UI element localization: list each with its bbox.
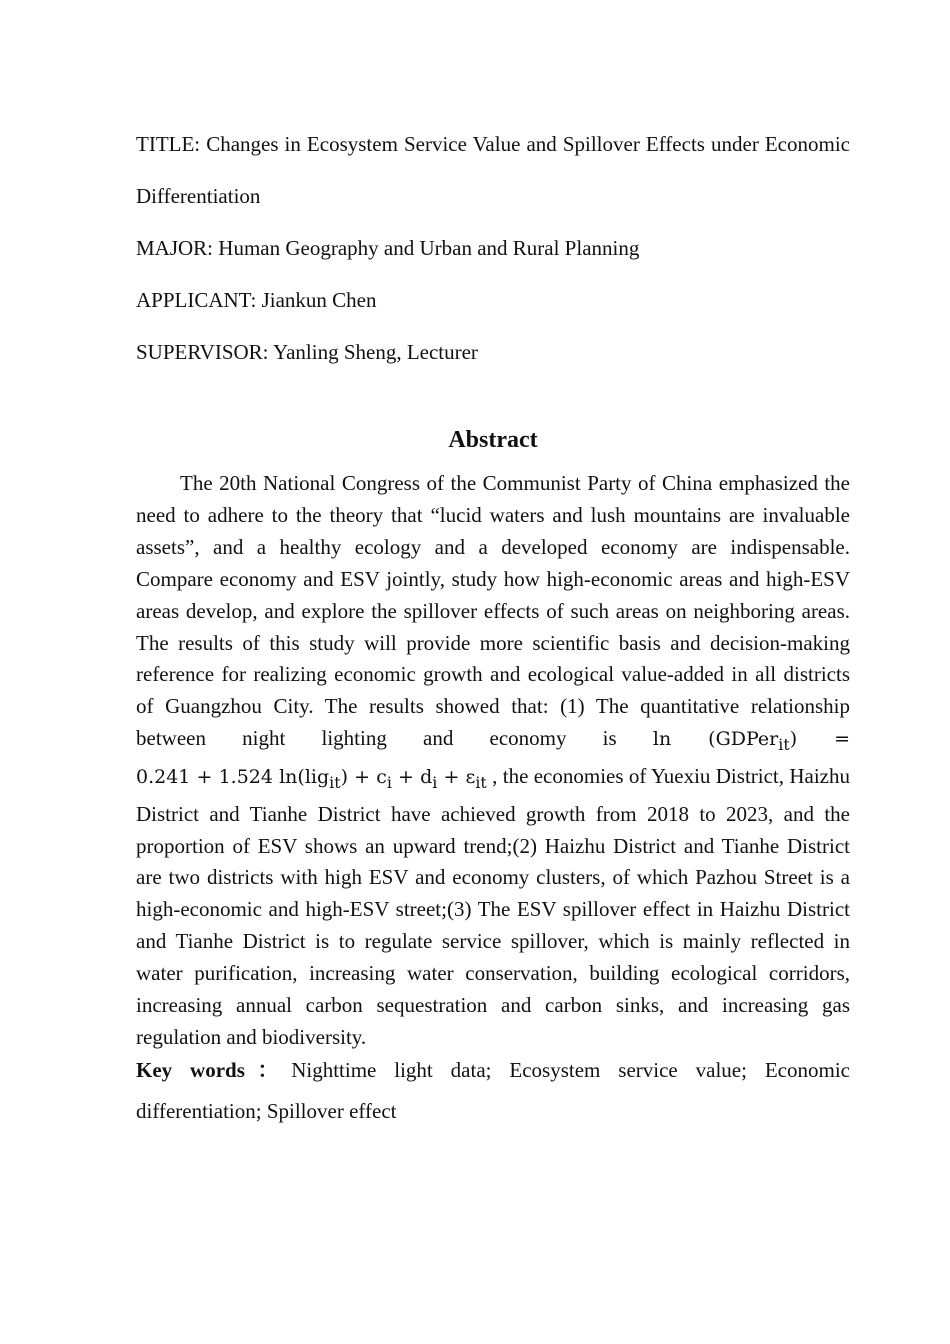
title-label: TITLE:: [136, 132, 201, 156]
thesis-supervisor: [136, 326, 850, 378]
thesis-title: [136, 118, 850, 222]
keywords-label: Key words：: [136, 1057, 292, 1082]
abstract-text-part1: The 20th National Congress of the Communist Party of China emphasized the need to adhere to the theory that “lucid waters and lush mountains are invaluable assets”, and a healthy ecology and a developed economy are indispensable. Compare economy and ESV jointly, study how high-economic areas and high-ESV areas develop, and explore the spillover effects of such areas on neighboring areas. The results of this study will provide more scientific basis and decision-making reference for realizing economic growth and ecological value-added in all districts of Guangzhou City. The results showed that: (1) The quantitative relationship between night lighting and economy is: [136, 471, 850, 751]
keywords-text: Nighttime light data; Ecosystem service value; Economic differentiation; Spillover effect: [136, 1057, 850, 1123]
supervisor-label: SUPERVISOR:: [136, 340, 269, 364]
applicant-label: APPLICANT:: [136, 288, 257, 312]
applicant-text: Jiankun Chen: [261, 288, 377, 312]
thesis-applicant: [136, 274, 850, 326]
regression-formula: ln (GDPer$_{it}$) =: [652, 728, 851, 755]
supervisor-text: Yanling Sheng, Lecturer: [273, 340, 478, 364]
regression-formula-cont: 0.241 + 1.524 $\ln(lig_{it}) + c_i + d_i + \varepsilon_{it}$: [136, 765, 487, 792]
abstract-paragraph: [136, 468, 850, 1054]
keywords: [136, 1050, 850, 1132]
abstract-heading: Abstract: [448, 427, 538, 453]
abstract-text-part2: , the economies of Yuexiu District, Haizhu District and Tianhe District have achieved growth from 2018 to 2023, and the proportion of ESV shows an upward trend;(2) Haizhu District and Tianhe District are two districts with high ESV and economy clusters, of which Pazhou Street is a high-economic and high-ESV street;(3) The ESV spillover effect in Haizhu District and Tianhe District is to regulate service spillover, which is mainly reflected in water purification, increasing water conservation, building ecological corridors, increasing annual carbon sequestration and carbon sinks, and increasing gas regulation and biodiversity.: [136, 763, 850, 1049]
title-text: Changes in Ecosystem Service Value and Spillover Effects under Economic Differentiation: [136, 132, 850, 208]
thesis-major: [136, 222, 850, 274]
document-page: [136, 118, 850, 1132]
major-text: Human Geography and Urban and Rural Planning: [218, 236, 640, 260]
major-label: MAJOR:: [136, 236, 214, 260]
